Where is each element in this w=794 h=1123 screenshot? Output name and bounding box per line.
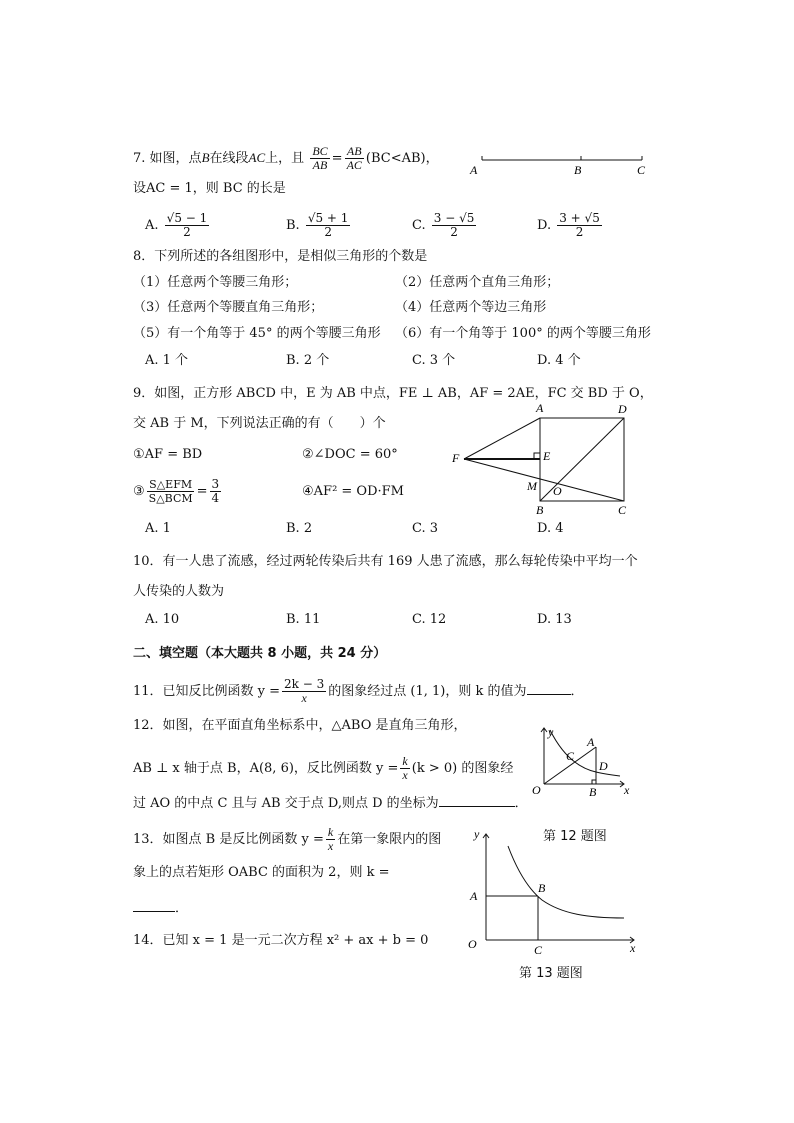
q13-label-y: y bbox=[474, 830, 480, 841]
q7-stem: 7. 如图，点B在线段AC上，且 $\frac{BC}{AB}$ = $\frac{AB}{AC}$ (BC<AB)， bbox=[133, 144, 439, 172]
q9-statement-4: ④AF² = OD·FM bbox=[302, 484, 404, 499]
q7-fraction-2: $\frac{AB}{AC}$ bbox=[346, 144, 362, 172]
q13-label-o: O bbox=[468, 937, 477, 951]
q11-answer-blank[interactable] bbox=[527, 680, 571, 695]
q9-line1: 9．如图，正方形 ABCD 中，E 为 AB 中点，FE ⊥ AB，AF = 2AE，FC 交 BD 于 O， bbox=[133, 386, 653, 401]
q10-option-c[interactable]: C. 12 bbox=[412, 612, 447, 627]
q9-label-a: A bbox=[536, 401, 544, 415]
q12-caption: 第 12 题图 bbox=[543, 829, 607, 844]
q9-option-d[interactable]: D. 4 bbox=[537, 521, 564, 536]
q13-line1: 13．如图点 B 是反比例函数 y = $\frac{k}{x}$ 在第一象限内的图 bbox=[133, 825, 442, 853]
q13-label-b: B bbox=[538, 881, 546, 895]
q8-stem: 8．下列所述的各组图形中，是相似三角形的个数是 bbox=[133, 249, 428, 264]
q7-label-b: B bbox=[574, 163, 582, 177]
q7-option-c[interactable]: C. $\frac{3 - √5}{2}$ bbox=[412, 211, 475, 239]
q7-option-d[interactable]: D. $\frac{3 + √5}{2}$ bbox=[537, 211, 600, 239]
q12-answer-blank[interactable] bbox=[439, 792, 515, 807]
q9-option-c[interactable]: C. 3 bbox=[412, 521, 439, 536]
q12-line1: 12．如图，在平面直角坐标系中，△ABO 是直角三角形， bbox=[133, 718, 467, 733]
q8-option-d[interactable]: D. 4 个 bbox=[537, 353, 581, 368]
q9-line2: 交 AB 于 M，下列说法正确的有（ ）个 bbox=[133, 416, 386, 431]
q7-line2: 设AC = 1，则 BC 的长是 bbox=[133, 181, 286, 196]
q9-label-d: D bbox=[618, 402, 627, 416]
q7-option-b[interactable]: B. $\frac{√5 + 1}{2}$ bbox=[286, 211, 349, 239]
q13-label-c: C bbox=[534, 943, 543, 957]
q8-option-c[interactable]: C. 3 个 bbox=[412, 353, 456, 368]
q9-statement-3: ③ $\frac{\text{S△EFM}}{\text{S△BCM}}$ = $\frac{3}{4}$ bbox=[133, 477, 220, 505]
q13-label-a: A bbox=[470, 889, 478, 903]
q11-line: 11．已知反比例函数 y = $\frac{2k - 3}{x}$ 的图象经过点 (1, 1)，则 k 的值为 ． bbox=[133, 677, 584, 705]
q8-option-a[interactable]: A. 1 个 bbox=[145, 353, 189, 368]
q7-fraction-1: $\frac{BC}{AB}$ bbox=[312, 144, 328, 172]
q7-label-a: A bbox=[470, 163, 478, 177]
q13-curve bbox=[508, 846, 624, 918]
q10-option-a[interactable]: A. 10 bbox=[145, 612, 180, 627]
q12-label-d: D bbox=[599, 759, 608, 773]
q7-figure bbox=[466, 150, 656, 180]
q8-item-4: （4）任意两个等边三角形 bbox=[395, 300, 547, 315]
q9-figure bbox=[452, 398, 642, 520]
q8-item-2: （2）任意两个直角三角形； bbox=[395, 275, 560, 290]
q8-item-3: （3）任意两个等腰直角三角形； bbox=[133, 300, 324, 315]
section-2-heading: 二、填空题（本大题共 8 小题，共 24 分） bbox=[133, 646, 387, 661]
q9-option-a[interactable]: A. 1 bbox=[145, 521, 171, 536]
q8-item-6: （6）有一个角等于 100° 的两个等腰三角形 bbox=[395, 326, 651, 341]
q13-line2: 象上的点若矩形 OABC 的面积为 2，则 k = bbox=[133, 865, 390, 880]
q13-answer: ． bbox=[133, 897, 188, 918]
q9-label-m: M bbox=[527, 479, 537, 493]
q10-line2: 人传染的人数为 bbox=[133, 584, 225, 599]
q12-line2: AB ⊥ x 轴于点 B，A(8, 6)，反比例函数 y = $\frac{k}{x}$ (k > 0) 的图象经 bbox=[133, 754, 514, 782]
q12-label-y: y bbox=[548, 725, 554, 739]
q9-statement-1: ①AF = BD bbox=[133, 447, 203, 462]
q9-label-o: O bbox=[553, 484, 562, 498]
q9-label-f: F bbox=[452, 451, 460, 465]
q10-option-b[interactable]: B. 11 bbox=[286, 612, 321, 627]
q13-caption: 第 13 题图 bbox=[519, 966, 583, 981]
q12-label-c: C bbox=[566, 749, 575, 763]
q12-figure bbox=[526, 724, 630, 800]
q13-figure bbox=[462, 830, 642, 960]
q12-label-x: x bbox=[624, 783, 630, 797]
q10-line1: 10．有一人患了流感，经过两轮传染后共有 169 人患了流感，那么每轮传染中平均一个 bbox=[133, 554, 638, 569]
q10-option-d[interactable]: D. 13 bbox=[537, 612, 572, 627]
q9-label-e: E bbox=[543, 449, 551, 463]
q9-segment-fc bbox=[464, 459, 624, 501]
q7-option-a[interactable]: A. $\frac{√5 - 1}{2}$ bbox=[145, 211, 208, 239]
q14-line: 14．已知 x = 1 是一元二次方程 x² + ax + b = 0 bbox=[133, 933, 429, 948]
q13-answer-blank[interactable] bbox=[133, 897, 175, 912]
q9-label-b: B bbox=[536, 503, 544, 517]
q12-curve bbox=[550, 730, 620, 776]
q12-label-b: B bbox=[589, 785, 597, 799]
q13-label-x: x bbox=[630, 941, 636, 955]
q9-option-b[interactable]: B. 2 bbox=[286, 521, 313, 536]
q8-item-5: （5）有一个角等于 45° 的两个等腰三角形 bbox=[133, 326, 381, 341]
q7-label-c: C bbox=[637, 163, 646, 177]
q12-line3: 过 AO 的中点 C 且与 AB 交于点 D,则点 D 的坐标为 ． bbox=[133, 792, 528, 813]
q12-label-a: A bbox=[587, 735, 595, 749]
q8-item-1: （1）任意两个等腰三角形； bbox=[133, 275, 298, 290]
q9-segment-fa bbox=[464, 418, 540, 459]
q8-option-b[interactable]: B. 2 个 bbox=[286, 353, 330, 368]
q9-label-c: C bbox=[618, 503, 627, 517]
q7-number: 7. bbox=[133, 151, 146, 166]
q12-label-o: O bbox=[532, 783, 541, 797]
q9-statement-2: ②∠DOC = 60° bbox=[302, 447, 398, 462]
